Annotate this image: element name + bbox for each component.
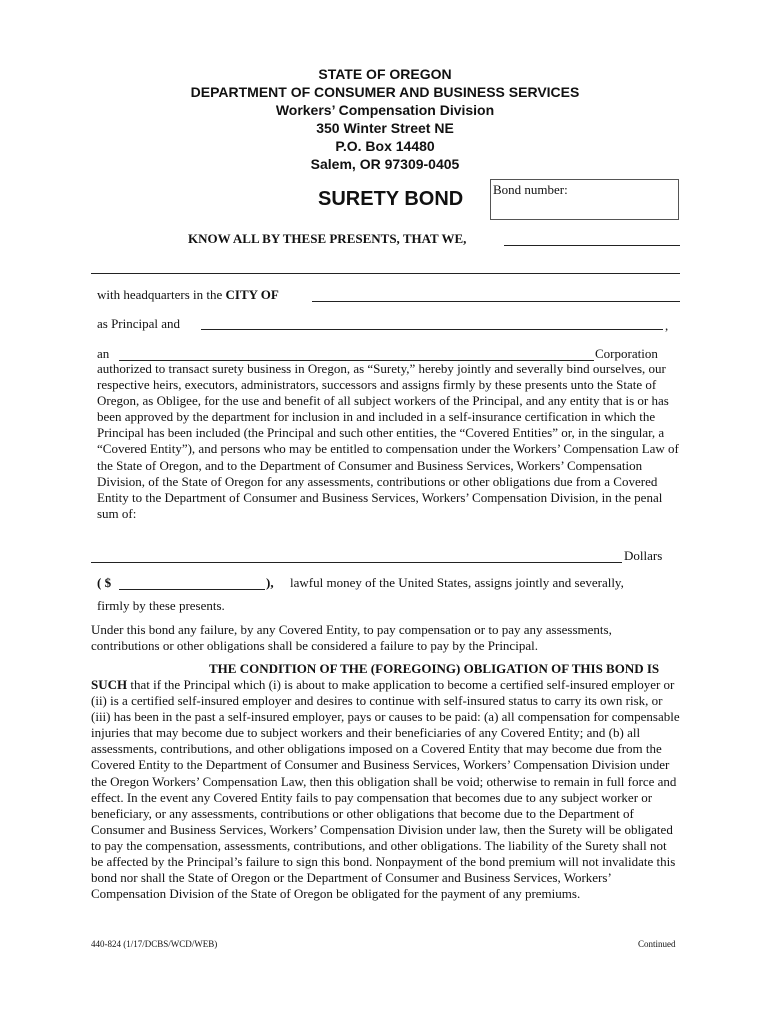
- bond-number-field[interactable]: [490, 179, 679, 220]
- lawful-money-text: lawful money of the United States, assigns jointly and severally,: [290, 575, 624, 590]
- bond-number-label: Bond number:: [493, 182, 568, 197]
- condition-body: that if the Principal which (i) is about to make application to become a certified self-insured employer or (ii) is a certified self-insured employer and desires to continue with self-insured status to carry its own risk, or (iii) has been in the past a self-insured employer, pays or causes to be paid: (a) all compensation for compensable injuries that may become due to subject workers and their beneficiaries of any Covered Entity; and (b) all assessments, contributions, and other obligations imposed on a Covered Entity that may become due from the Covered Entity to the Department of Consumer and Business Services, Workers’ Compensation Division under the Oregon Workers’ Compensation Law, then this obligation shall be void; otherwise to remain in full force and effect. In the event any Covered Entity fails to pay compensation that becomes due to any subject worker or beneficiary, or any assessments, contributions or other obligations that become due to the Department of Consumer and Business Services, Workers’ Compensation Division under law, then the Surety will be obligated to pay the compensation, assessments, contributions, and other obligations. The liability of the Surety shall not be affected by the Principal’s failure to sign this bond. Nonpayment of the bond premium will not invalidate this bond nor shall the State of Oregon or the Department of Consumer and Business Services, Workers’ Compensation Division of the State of Oregon be obligated for the payment of any premiums.: [91, 677, 680, 902]
- header-line-state: STATE OF OREGON: [318, 66, 452, 82]
- headquarters-row: [97, 287, 279, 303]
- city-of-label: CITY OF: [225, 287, 279, 302]
- condition-heading: THE CONDITION OF THE (FOREGOING) OBLIGATION OF THIS BOND IS: [209, 661, 660, 676]
- document-title: SURETY BOND: [318, 188, 464, 210]
- principal-comma: ,: [665, 318, 669, 333]
- principal-label: as Principal and: [97, 316, 181, 331]
- continued-label: Continued: [638, 939, 676, 949]
- condition-paragraph: [91, 677, 682, 902]
- dollars-label: Dollars: [624, 548, 663, 563]
- failure-to-pay-paragraph: Under this bond any failure, by any Covered Entity, to pay compensation or to pay any assessments, contributions or other obligations shall be considered a failure to pay by the Principal.: [91, 622, 612, 654]
- amount-open: ( $: [97, 575, 112, 590]
- header-line-department: DEPARTMENT OF CONSUMER AND BUSINESS SERVICES: [190, 84, 580, 100]
- amount-close: ),: [266, 575, 274, 590]
- headquarters-label: with headquarters in the: [97, 287, 223, 302]
- know-all-text: KNOW ALL BY THESE PRESENTS, THAT WE,: [188, 231, 467, 246]
- surety-obligation-paragraph: authorized to transact surety business in Oregon, as “Surety,” hereby jointly and severally bind ourselves, our respective heirs, executors, administrators, successors and assigns firmly by these presents unto the State of Oregon, as Obligee, for the use and benefit of all subject workers of the Principal, and any entity that is or has been approved by the department for inclusion in and included in a self-insurance certification in which the Principal has been included (the Principal and such other entities, the “Covered Entities” or, in the singular, a “Covered Entity”), and persons who may be entitled to compensation under the Workers’ Compensation Law of the State of Oregon, and to the Department of Consumer and Business Services, Workers’ Compensation Division, of the State of Oregon for any assessments, contributions or other obligations due from a Covered Entity to the Department of Consumer and Business Services, Workers’ Compensation Division, in the penal sum of:: [97, 361, 679, 521]
- party-name-field-line[interactable]: [504, 245, 680, 246]
- header-line-city: Salem, OR 97309-0405: [310, 156, 460, 172]
- header-line-division: Workers’ Compensation Division: [275, 102, 495, 118]
- surety-name-field-line[interactable]: [201, 329, 663, 330]
- header-line-street: 350 Winter Street NE: [316, 120, 454, 136]
- header-line-pobox: P.O. Box 14480: [335, 138, 435, 154]
- corporation-label: Corporation: [595, 346, 658, 361]
- penal-sum-amount-field-line[interactable]: [119, 589, 265, 590]
- party-name-continuation-line[interactable]: [91, 273, 680, 274]
- form-number: 440-824 (1/17/DCBS/WCD/WEB): [91, 939, 218, 949]
- an-label: an: [97, 346, 110, 361]
- firmly-text: firmly by these presents.: [97, 598, 225, 613]
- condition-such: SUCH: [91, 677, 128, 692]
- penal-sum-words-field-line[interactable]: [91, 562, 622, 563]
- city-field-line[interactable]: [312, 301, 680, 302]
- agency-header: [0, 65, 770, 173]
